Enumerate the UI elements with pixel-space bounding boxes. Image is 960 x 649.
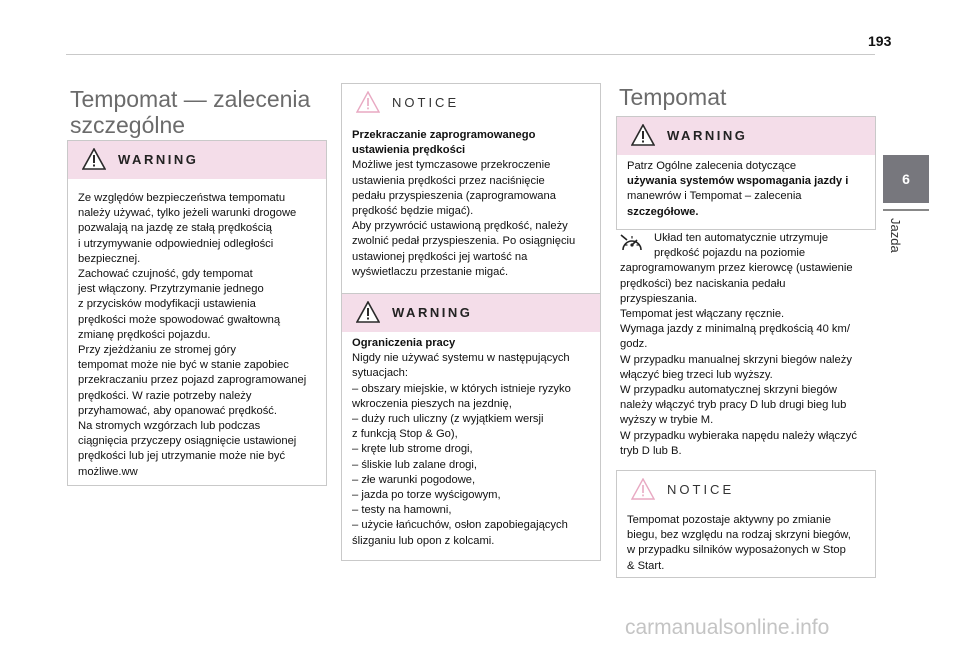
text-line: ustawienia prędkości bbox=[352, 144, 466, 157]
text-line: wyświetlaczu przestanie migać. bbox=[352, 265, 509, 278]
text-line: W przypadku automatycznej skrzyni biegów bbox=[620, 384, 838, 397]
warning-triangle-icon bbox=[82, 148, 106, 170]
section-title-line-1: Tempomat — zalecenia bbox=[70, 86, 311, 112]
text-line: bezpiecznej. bbox=[78, 252, 141, 265]
text-line: – obszary miejskie, w których istnieje ryzyko bbox=[352, 382, 571, 395]
warning-header bbox=[342, 294, 600, 332]
notice-box-speed-override bbox=[341, 83, 601, 295]
text-line: prędkość pojazdu na poziomie bbox=[654, 247, 806, 260]
text-line: – śliskie lub zalane drogi, bbox=[352, 458, 477, 471]
warning-title: WARNING bbox=[667, 128, 748, 143]
text-line: godz. bbox=[620, 338, 648, 351]
chapter-tab-divider bbox=[883, 209, 929, 211]
notice-header bbox=[617, 471, 875, 509]
text-line: Możliwe jest tymczasowe przekroczenie bbox=[352, 159, 551, 172]
section-title-tempomat-zalecenia bbox=[70, 86, 310, 138]
text-line: Wymaga jazdy z minimalną prędkością 40 km/ bbox=[620, 323, 850, 336]
text-line: z funkcją Stop & Go), bbox=[352, 428, 458, 441]
page-number: 193 bbox=[868, 33, 892, 49]
text-line: manewrów i Tempomat – zalecenia bbox=[627, 190, 802, 203]
text-line: ciągnięcia przyczepy osiągnięcie ustawionej bbox=[78, 435, 297, 448]
warning-body bbox=[342, 332, 600, 557]
text-line: Aby przywrócić ustawioną prędkość, należy bbox=[352, 220, 568, 233]
chapter-tab[interactable]: 6 bbox=[883, 155, 929, 203]
text-line: W przypadku manualnej skrzyni biegów należy bbox=[620, 353, 852, 366]
watermark: carmanualsonline.info bbox=[625, 616, 830, 639]
text-line: należy używać, tylko jeżeli warunki drogowe bbox=[78, 207, 297, 220]
text-line: Zachować czujność, gdy tempomat bbox=[78, 268, 253, 281]
notice-body bbox=[342, 122, 600, 288]
text-line: zmianę prędkości pojazdu. bbox=[78, 328, 211, 341]
text-line: możliwe.ww bbox=[78, 465, 138, 478]
text-line: Ze względów bezpieczeństwa tempomatu bbox=[78, 192, 286, 204]
text-line: prędkości) bez naciskania pedału bbox=[620, 277, 786, 290]
text-line: Na stromych wzgórzach lub podczas bbox=[78, 420, 261, 433]
text-line: – duży ruch uliczny (z wyjątkiem wersji bbox=[352, 413, 544, 426]
warning-box-safety bbox=[67, 140, 327, 486]
text-line: prędkość będzie migać). bbox=[352, 205, 474, 218]
text-line: – kręte lub strome drogi, bbox=[352, 443, 473, 456]
chapter-label bbox=[880, 218, 926, 288]
warning-triangle-icon bbox=[356, 301, 380, 323]
notice-triangle-icon bbox=[631, 478, 655, 500]
text-line: przyspieszania. bbox=[620, 292, 698, 305]
text-line: przyhamować, aby opanować prędkość. bbox=[78, 404, 277, 417]
text-line: używania systemów wspomagania jazdy i bbox=[627, 175, 849, 188]
text-line: W przypadku wybieraka napędu należy włączyć bbox=[620, 429, 857, 442]
text-line: ustawienia prędkości przez naciśnięcie bbox=[352, 174, 545, 187]
warning-box-see-also bbox=[616, 116, 876, 230]
text-line: zaprogramowanym przez kierowcę (ustawienie bbox=[620, 262, 853, 275]
text-line: Tempomat jest włączany ręcznie. bbox=[620, 308, 785, 321]
warning-body bbox=[68, 179, 326, 488]
text-line: prędkości może spowodować gwałtowną bbox=[78, 313, 281, 326]
text-line: prędkości lub jej utrzymanie może nie być bbox=[78, 450, 286, 463]
notice-title: NOTICE bbox=[667, 482, 735, 497]
text-line: – testy na hamowni, bbox=[352, 504, 452, 517]
text-line: zwolnić pedał przyspieszenia. Po osiągnięciu bbox=[352, 235, 576, 248]
text-line: ustawionej prędkości jej wartość na bbox=[352, 250, 528, 263]
warning-header bbox=[617, 117, 875, 155]
text-line: biegu, bez względu na rodzaj skrzyni biegów, bbox=[627, 529, 851, 542]
text-line: wkroczenia pieszych na jezdnię, bbox=[352, 397, 512, 410]
text-line: – użycie łańcuchów, osłon zapobiegających bbox=[352, 519, 568, 532]
text-line: tryb D lub B. bbox=[620, 444, 682, 457]
warning-title: WARNING bbox=[392, 305, 473, 320]
text-line: przekraczaniu przez pojazd zaprogramowanej bbox=[78, 374, 307, 387]
section-title-tempomat: Tempomat bbox=[619, 84, 727, 110]
notice-title: NOTICE bbox=[392, 95, 460, 110]
header-rule bbox=[66, 54, 875, 55]
text-line: szczegółowe. bbox=[627, 205, 699, 218]
text-line: z przycisków modyfikacji ustawienia bbox=[78, 298, 256, 311]
text-line: Patrz Ogólne zalecenia dotyczące bbox=[627, 160, 797, 172]
text-line: wyższy w trybie M. bbox=[620, 414, 714, 427]
notice-box-stop-start bbox=[616, 470, 876, 578]
text-line: ślizganiu lub opon z kolcami. bbox=[352, 534, 495, 547]
warning-body bbox=[617, 155, 875, 228]
text-line: Ograniczenia pracy bbox=[352, 337, 456, 349]
notice-body bbox=[617, 509, 875, 582]
text-line: włączyć bieg trzeci lub wyższy. bbox=[620, 368, 773, 381]
text-line: tempomat może nie być w stanie zapobiec bbox=[78, 359, 289, 372]
text-line: jest włączony. Przytrzymanie jednego bbox=[78, 283, 264, 296]
text-line: należy włączyć tryb pracy D lub drugi bieg lub bbox=[620, 399, 847, 412]
warning-box-limitations bbox=[341, 293, 601, 561]
text-line: i utrzymywanie odpowiedniej odległości bbox=[78, 237, 274, 250]
text-line: w przypadku silników wyposażonych w Stop bbox=[627, 544, 846, 557]
text-line: Układ ten automatycznie utrzymuje bbox=[654, 232, 829, 244]
warning-triangle-icon bbox=[631, 124, 655, 146]
notice-header bbox=[342, 84, 600, 122]
cruise-control-description bbox=[620, 231, 878, 459]
warning-title: WARNING bbox=[118, 152, 199, 167]
section-title-line-2: szczególne bbox=[70, 112, 186, 138]
text-line: prędkości. W razie potrzeby należy bbox=[78, 389, 252, 402]
text-line: Tempomat pozostaje aktywny po zmianie bbox=[627, 514, 831, 526]
text-line: pozwalają na jazdę ze stałą prędkością bbox=[78, 222, 273, 235]
text-line: & Start. bbox=[627, 559, 665, 572]
chapter-label-text: Jazda bbox=[888, 218, 903, 253]
text-line: pedału przyspieszenia (zaprogramowana bbox=[352, 189, 556, 202]
notice-triangle-icon bbox=[356, 91, 380, 113]
text-line: Przekraczanie zaprogramowanego bbox=[352, 129, 536, 141]
text-line: – jazda po torze wyścigowym, bbox=[352, 489, 501, 502]
warning-header bbox=[68, 141, 326, 179]
text-line: Nigdy nie używać systemu w następujących bbox=[352, 352, 570, 365]
text-line: – złe warunki pogodowe, bbox=[352, 473, 476, 486]
text-line: sytuacjach: bbox=[352, 367, 408, 380]
text-line: Przy zjeżdżaniu ze stromej góry bbox=[78, 344, 236, 357]
